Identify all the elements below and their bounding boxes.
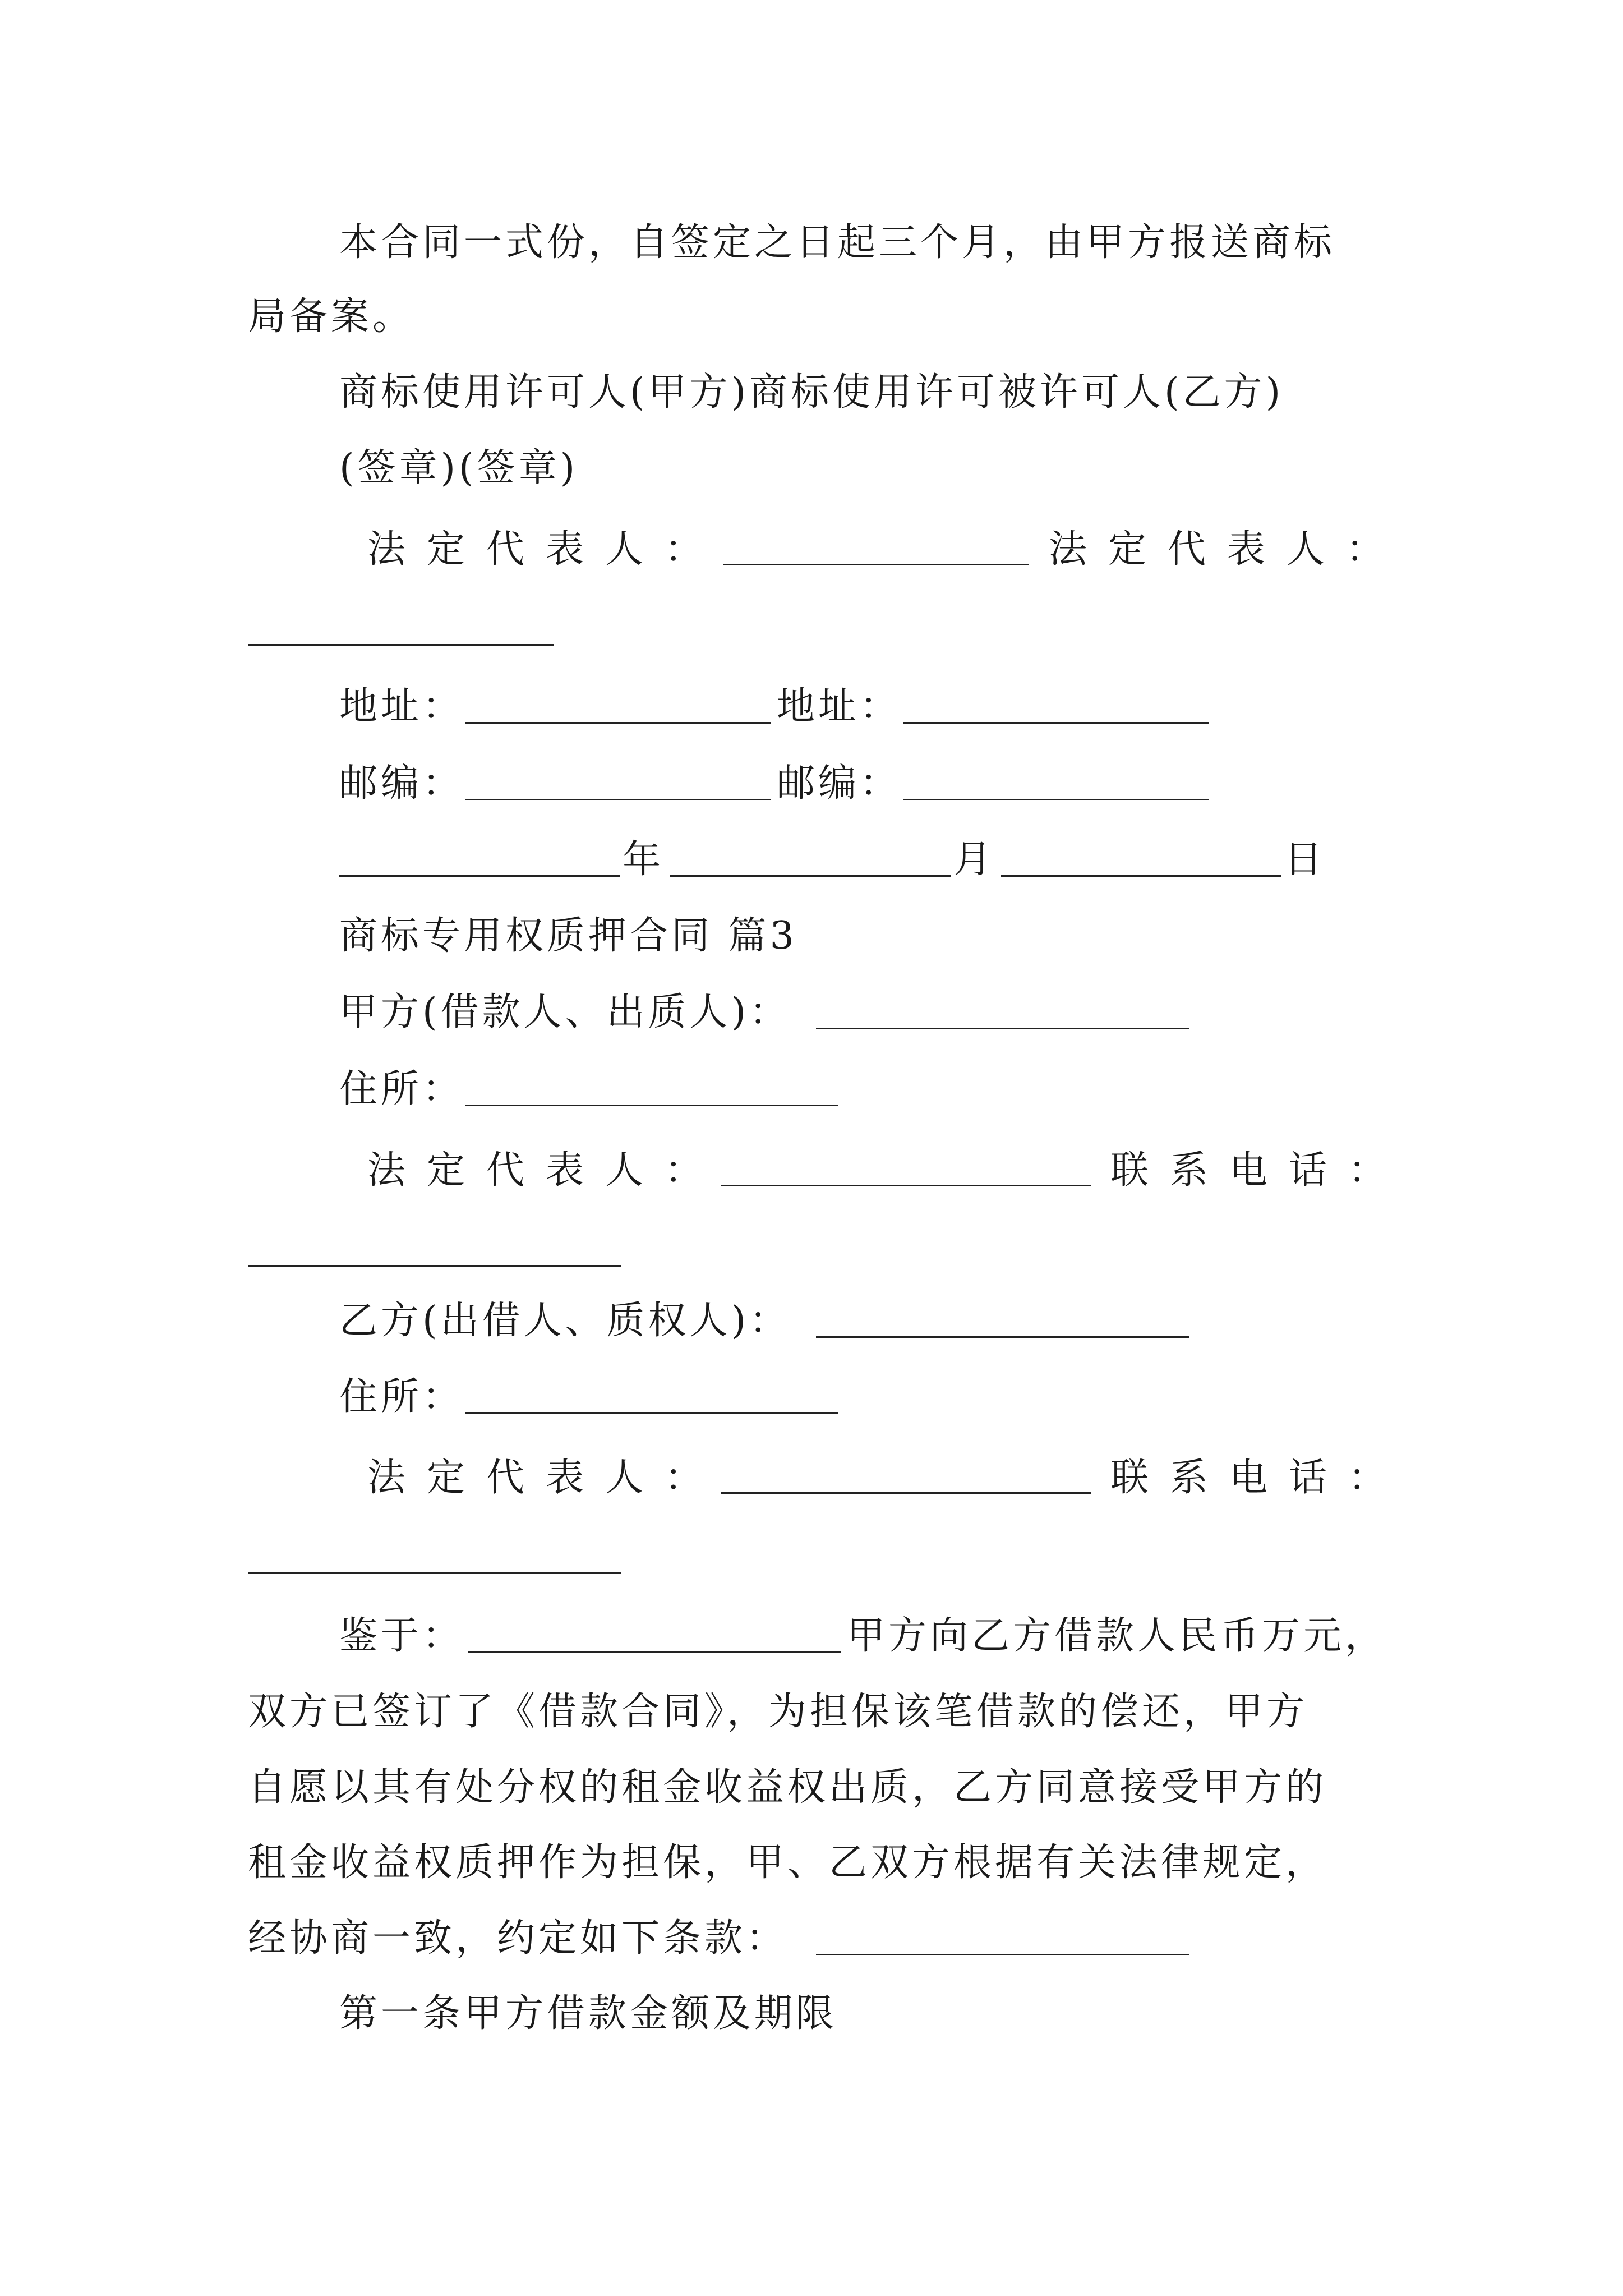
party-a-label: 甲方(借款人、出质人)： <box>339 990 791 1034</box>
address-blank-b <box>903 722 1209 724</box>
year-blank <box>339 875 620 877</box>
address-label-a: 地址： <box>339 684 464 729</box>
paragraph-copies-line2: 局备案。 <box>248 295 414 339</box>
party-a-legal-rep-blank <box>721 1185 1091 1186</box>
party-a-phone-label: 联系电话： <box>1110 1148 1408 1193</box>
postcode-blank-b <box>903 799 1209 800</box>
postcode-label-a: 邮编： <box>339 761 464 806</box>
whereas-line3: 自愿以其有处分权的租金收益权出质，乙方同意接受甲方的 <box>248 1765 1327 1810</box>
party-b-legal-rep-label: 法定代表人： <box>367 1456 725 1500</box>
address-label-b: 地址： <box>777 684 902 729</box>
party-b-residence-label: 住所： <box>339 1375 464 1419</box>
article-1-heading: 第一条甲方借款金额及期限 <box>339 1991 838 2036</box>
month-label: 月 <box>953 838 995 882</box>
whereas-line5: 经协商一致，约定如下条款： <box>248 1916 788 1961</box>
whereas-label: 鉴于： <box>339 1614 464 1658</box>
whereas-terms-blank <box>816 1954 1189 1955</box>
paragraph-copies-line1: 本合同一式份，自签定之日起三个月，由甲方报送商标 <box>339 220 1336 265</box>
party-b-blank <box>816 1336 1189 1338</box>
address-blank-a <box>465 722 771 724</box>
legal-rep-blank-b <box>248 644 554 646</box>
party-a-residence-blank <box>465 1105 838 1106</box>
year-label: 年 <box>623 838 665 882</box>
postcode-blank-a <box>465 799 771 800</box>
whereas-line2: 双方已签订了《借款合同》，为担保该笔借款的偿还，甲方 <box>248 1690 1308 1734</box>
seal-line: (签章)(签章) <box>339 446 579 490</box>
party-b-residence-blank <box>465 1412 838 1414</box>
whereas-line1-tail: 甲方向乙方借款人民币万元， <box>847 1614 1387 1658</box>
party-a-residence-label: 住所： <box>339 1067 464 1111</box>
whereas-line4: 租金收益权质押作为担保，甲、乙双方根据有关法律规定， <box>248 1841 1327 1885</box>
day-blank <box>1001 875 1281 877</box>
legal-rep-blank-a <box>723 564 1029 565</box>
postcode-label-b: 邮编： <box>777 761 902 806</box>
party-b-phone-label: 联系电话： <box>1110 1456 1408 1500</box>
party-b-label: 乙方(出借人、质权人)： <box>339 1299 791 1343</box>
licensor-licensee-line: 商标使用许可人(甲方)商标使用许可被许可人(乙方) <box>339 370 1284 415</box>
party-b-phone-blank <box>248 1572 621 1574</box>
party-a-phone-blank <box>248 1265 621 1267</box>
legal-rep-label-b: 法定代表人： <box>1049 527 1406 572</box>
section-title: 商标专用权质押合同 篇3 <box>339 914 797 958</box>
day-label: 日 <box>1284 838 1326 882</box>
party-a-legal-rep-label: 法定代表人： <box>367 1148 725 1193</box>
whereas-blank <box>468 1651 841 1653</box>
party-a-blank <box>816 1028 1189 1029</box>
party-b-legal-rep-blank <box>721 1492 1091 1494</box>
month-blank <box>670 875 951 877</box>
legal-rep-label-a: 法定代表人： <box>367 527 725 572</box>
